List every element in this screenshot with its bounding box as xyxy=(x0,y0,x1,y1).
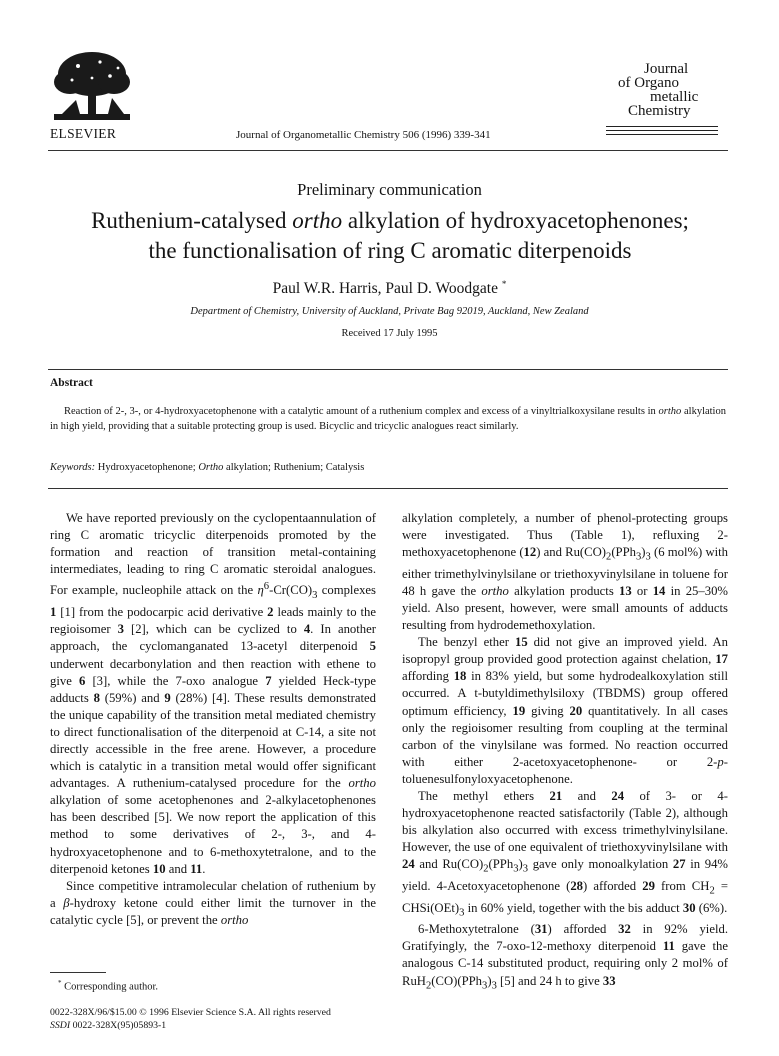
keywords xyxy=(50,462,364,473)
authors xyxy=(0,279,779,298)
paragraph: The methyl ethers 21 and 24 of 3- or 4-hydroxyacetophenone reacted satisfactorily (Table 2), although bis alkylation also occurred with excess trimethylvinylsilane. However, the use of one equivalent of triethoxyvinylsilane with 24 and $Ru(CO)_2(PPh_3)_3$ gave only monoalkylation 27 in 94% yield. 4-Acetoxyacetophenone (28) afforded 29 from $CH_2$ = $CHSi(OEt)_3$ in 60% yield, together with the bis adduct 30 (6%). xyxy=(402,789,729,919)
abstract-part: alkylation in high yield, providing that a suitable protecting group is used. Bicyclic and tricyclic analogues react similarly. xyxy=(50,406,726,432)
footnote xyxy=(58,979,158,993)
title-line2: the functionalisation of ring C aromatic diterpenoids xyxy=(148,238,632,263)
keywords-label: Keywords: xyxy=(50,462,96,473)
abstract-italic: ortho xyxy=(658,406,682,417)
footnote-rule xyxy=(50,972,106,973)
journal-logo xyxy=(606,62,724,152)
journal-citation: Journal of Organometallic Chemistry 506 (1996) 339-341 xyxy=(236,129,491,141)
article-type: Preliminary communication xyxy=(297,180,482,199)
paragraph: 6-Methoxytetralone (31) afforded 32 in 92% yield. Gratifyingly, the 7-oxo-12-methoxy diterpenoid 11 gave the analogous C-14 substituted product, requiring only 2 mol% of $RuH_2(CO)(PPh_3)_3$ [5] and 24 h to give 33 xyxy=(402,922,729,992)
keywords-bottom-rule xyxy=(48,488,728,489)
elsevier-tree-logo xyxy=(48,48,136,124)
paragraph: alkylation completely, a number of phenol-protecting groups were investigated. Thus (Table 1), refluxing 2-methoxyacetophenone (12) and $Ru(CO)_2(PPh_3)_3$ (6 mol%) with either trimethylvinylsilane or triethoxyvinylsilane in toluene for 48 h gave the ortho alkylation products 13 or 14 in 25–30% yield. Also present, however, were small amounts of adducts resulting from hydrodemethoxylation. xyxy=(402,511,729,633)
journal-logo-line3: metallic xyxy=(650,89,699,105)
journal-logo-line4: Chemistry xyxy=(628,103,691,119)
journal-logo-rule xyxy=(606,126,718,127)
journal-logo-line2: of Organo xyxy=(618,75,679,91)
abstract-text xyxy=(50,404,726,434)
header-rule xyxy=(48,150,728,151)
abstract-top-rule xyxy=(48,369,728,370)
journal-logo-rule xyxy=(606,134,718,135)
body-column-left xyxy=(50,510,376,929)
affiliation: Department of Chemistry, University of Auckland, Private Bag 92019, Auckland, New Zealand xyxy=(190,306,589,317)
keywords-part: Hydroxyacetophenone; xyxy=(95,462,199,473)
copyright-line: 0022-328X/96/$15.00 © 1996 Elsevier Science S.A. All rights reserved xyxy=(50,1007,331,1018)
body-column-right xyxy=(402,510,728,994)
copyright-block xyxy=(50,1006,331,1032)
paragraph: We have reported previously on the cyclopentaannulation of ring C aromatic tricyclic diterpenoids promoted by the formation and reaction of transition metal-containing intermediates, leading to ring C aromatic steroidal analogues. For example, nucleophile attack on the $\eta^6-Cr(CO)_3$ complexes 1 [1] from the podocarpic acid derivative 2 leads mainly to the regioisomer 3 [2], which can be cyclized to 4. In another approach, the cyclomanganated 13-acetyl diterpenoid 5 underwent decarbonylation and then reaction with ethene to give 6 [3], while the 7-oxo analogue 7 yielded Heck-type adducts 8 (59%) and 9 (28%) [4]. These results demonstrated the unique capability of the transition metal mediated chemistry to direct functionalisation of the diterpenoid at C-14, a site not directly accessible in the free arene. However, a procedure which is catalytic in a transition metal would offer significant advantages. A ruthenium-catalysed procedure for the ortho alkylation of some acetophenones and 2-alkylacetophenones has been described [5]. We now report the application of this method to some derivatives of 2-, 3-, and 4-hydroxyacetophenone and to 6-methoxytetralone, and to the diterpenoid ketones 10 and 11. xyxy=(50,511,376,876)
author-names: Paul W.R. Harris, Paul D. Woodgate xyxy=(272,280,498,298)
title-part: alkylation of hydroxyacetophenones; xyxy=(342,208,689,233)
abstract-heading: Abstract xyxy=(50,377,93,389)
author-mark: * xyxy=(501,279,507,289)
title-italic: ortho xyxy=(292,208,343,233)
article-title xyxy=(40,206,740,266)
journal-logo-line1: Journal xyxy=(644,61,689,77)
received-date: Received 17 July 1995 xyxy=(341,328,438,339)
paragraph: The benzyl ether 15 did not give an improved yield. An isopropyl group provided good protection against chelation, 17 affording 18 in 83% yield, but some hydrodealkoxylation still occurred. A t-butyldimethylsiloxy (TBDMS) group offered optimum efficiency, 19 giving 20 quantitatively. In all cases only the regioisomer resulting from coupling at the terminal carbon of the vinylsilane was formed. No reaction occurred with either 2-acetoxyacetophenone- or 2-p-toluenesulfonyloxyacetophenone. xyxy=(402,635,729,786)
keywords-italic: Ortho xyxy=(198,462,224,473)
footnote-mark: * xyxy=(58,979,62,987)
abstract-part: Reaction of 2-, 3-, or 4-hydroxyacetophenone with a catalytic amount of a ruthenium complex and excess of a vinyltrialkoxysilane results in xyxy=(64,406,659,417)
title-part: Ruthenium-catalysed xyxy=(91,208,293,233)
ssdi-label: SSDI xyxy=(50,1020,71,1031)
paragraph: Since competitive intramolecular chelation of ruthenium by a β-hydroxy ketone could either limit the turnover in the catalytic cycle [5], or prevent the ortho xyxy=(50,878,376,927)
keywords-part: alkylation; Ruthenium; Catalysis xyxy=(223,462,365,473)
footnote-text: Corresponding author. xyxy=(64,981,159,993)
journal-logo-rule xyxy=(606,130,718,131)
ssdi-line xyxy=(50,1019,331,1032)
publisher-name: ELSEVIER xyxy=(50,126,117,141)
ssdi-value: 0022-328X(95)05893-1 xyxy=(70,1020,167,1031)
